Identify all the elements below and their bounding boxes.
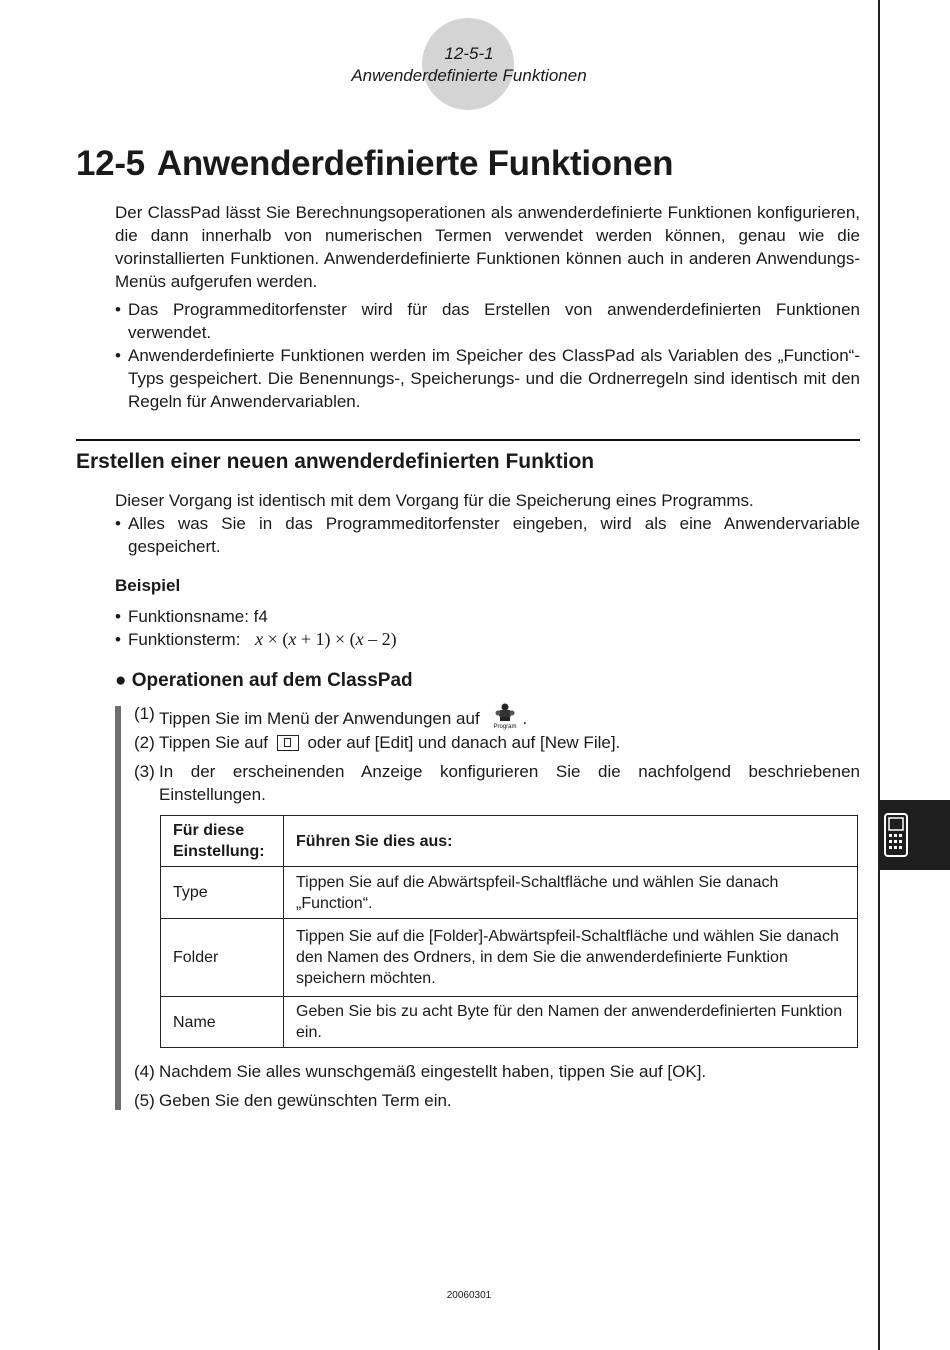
margin-rule (878, 0, 880, 1350)
section-paragraph: Dieser Vorgang ist identisch mit dem Vorgang für die Speicherung eines Programms. (115, 491, 754, 510)
program-app-icon[interactable] (488, 702, 522, 730)
section-bullet: • Alles was Sie in das Programmeditorfenster eingeben, wird als eine Anwendervariable gespeichert. (115, 514, 860, 556)
example-label: Beispiel (115, 576, 181, 595)
header-circle-decoration (422, 18, 514, 110)
running-title: Anwenderdefinierte Funktionen (351, 66, 587, 85)
calculator-tab-icon (879, 800, 950, 870)
table-row (161, 919, 858, 997)
table-cell-action: Tippen Sie auf die [Folder]-Abwärtspfeil-Schaltfläche und wählen Sie danach den Namen des Ordners, in dem Sie die anwenderdefinierte Funktion speichern möchten. (284, 919, 858, 997)
table-row (161, 867, 858, 919)
chapter-number: 12-5 (76, 144, 145, 183)
function-name: Funktionsname: f4 (128, 607, 268, 626)
svg-text:Program: Program (493, 724, 517, 730)
table-cell-setting: Name (161, 997, 284, 1048)
operations-side-bar (115, 706, 121, 1110)
function-term-label: Funktionsterm: (128, 630, 241, 649)
section-title: Erstellen einer neuen anwenderdefinierten Funktion (76, 450, 595, 473)
example-name-bullet: • Funktionsname: f4 (115, 607, 268, 626)
new-file-key-icon[interactable] (277, 735, 299, 751)
step-5: (5) Geben Sie den gewünschten Term ein. (134, 1091, 452, 1110)
table-cell-action: Geben Sie bis zu acht Byte für den Namen der anwenderdefinierten Funktion ein. (284, 997, 858, 1048)
settings-table (160, 815, 858, 1048)
table-cell-action: Tippen Sie auf die Abwärtspfeil-Schaltfläche und wählen Sie danach „Function“. (284, 867, 858, 919)
step-3: (3) In der erscheinenden Anzeige konfigurieren Sie die nachfolgend beschriebenen Einstellungen. (134, 762, 860, 804)
example-term-bullet: • Funktionsterm: x × (x + 1) × (x – 2) (115, 629, 397, 649)
table-header-cell: Für diese Einstellung: (161, 816, 284, 867)
section-bullet-text: Alles was Sie in das Programmeditorfenster eingeben, wird als eine Anwendervariable gespeichert. (128, 514, 860, 556)
page-title (76, 144, 673, 184)
section-divider (76, 439, 860, 441)
table-cell-setting: Type (161, 867, 284, 919)
intro-bullet: • Das Programmeditorfenster wird für das Erstellen von anwenderdefinierten Funktionen verwendet. (115, 300, 860, 342)
table-cell-setting: Folder (161, 919, 284, 997)
intro-bullet: • Anwenderdefinierte Funktionen werden im Speicher des ClassPad als Variablen des „Function“-Typs gespeichert. Die Benennungs-, Speicherungs- und die Ordnerregeln sind identisch mit den Regeln für Anwendervariablen. (115, 346, 860, 411)
chapter-title: Anwenderdefinierte Funktionen (156, 144, 674, 183)
intro-paragraph: Der ClassPad lässt Sie Berechnungsoperationen als anwenderdefinierte Funktionen konfigurieren, die dann innerhalb von numerischen Termen verwendet werden können, genau wie die vorinstallierten Funktionen. Anwenderdefinierte Funktionen können auch in anderen Anwendungs-Menüs aufgerufen werden. (115, 203, 860, 291)
bullet-dot-icon: ● (115, 670, 132, 691)
step-2: (2) Tippen Sie auf oder auf [Edit] und danach auf [New File]. (134, 733, 621, 752)
step-4: (4) Nachdem Sie alles wunschgemäß eingestellt haben, tippen Sie auf [OK]. (134, 1062, 707, 1081)
function-term-formula: x × (x + 1) × (x – 2) (255, 629, 397, 649)
table-header-cell: Führen Sie dies aus: (284, 816, 858, 867)
table-row (161, 997, 858, 1048)
step-1: (1) Tippen Sie im Menü der Anwendungen auf Program . (134, 704, 528, 730)
page-number: 12-5-1 (444, 44, 494, 63)
operations-heading: ● Operationen auf dem ClassPad (115, 670, 413, 691)
intro-bullet-text: Anwenderdefinierte Funktionen werden im Speicher des ClassPad als Variablen des „Function“-Typs gespeichert. Die Benennungs-, Speicherungs- und die Ordnerregeln sind identisch mit den Regeln für Anwendervariablen. (128, 346, 860, 411)
table-header-row (161, 816, 858, 867)
intro-bullet-text: Das Programmeditorfenster wird für das Erstellen von anwenderdefinierten Funktionen verwendet. (128, 300, 860, 342)
footer-code: 20060301 (446, 1290, 492, 1301)
